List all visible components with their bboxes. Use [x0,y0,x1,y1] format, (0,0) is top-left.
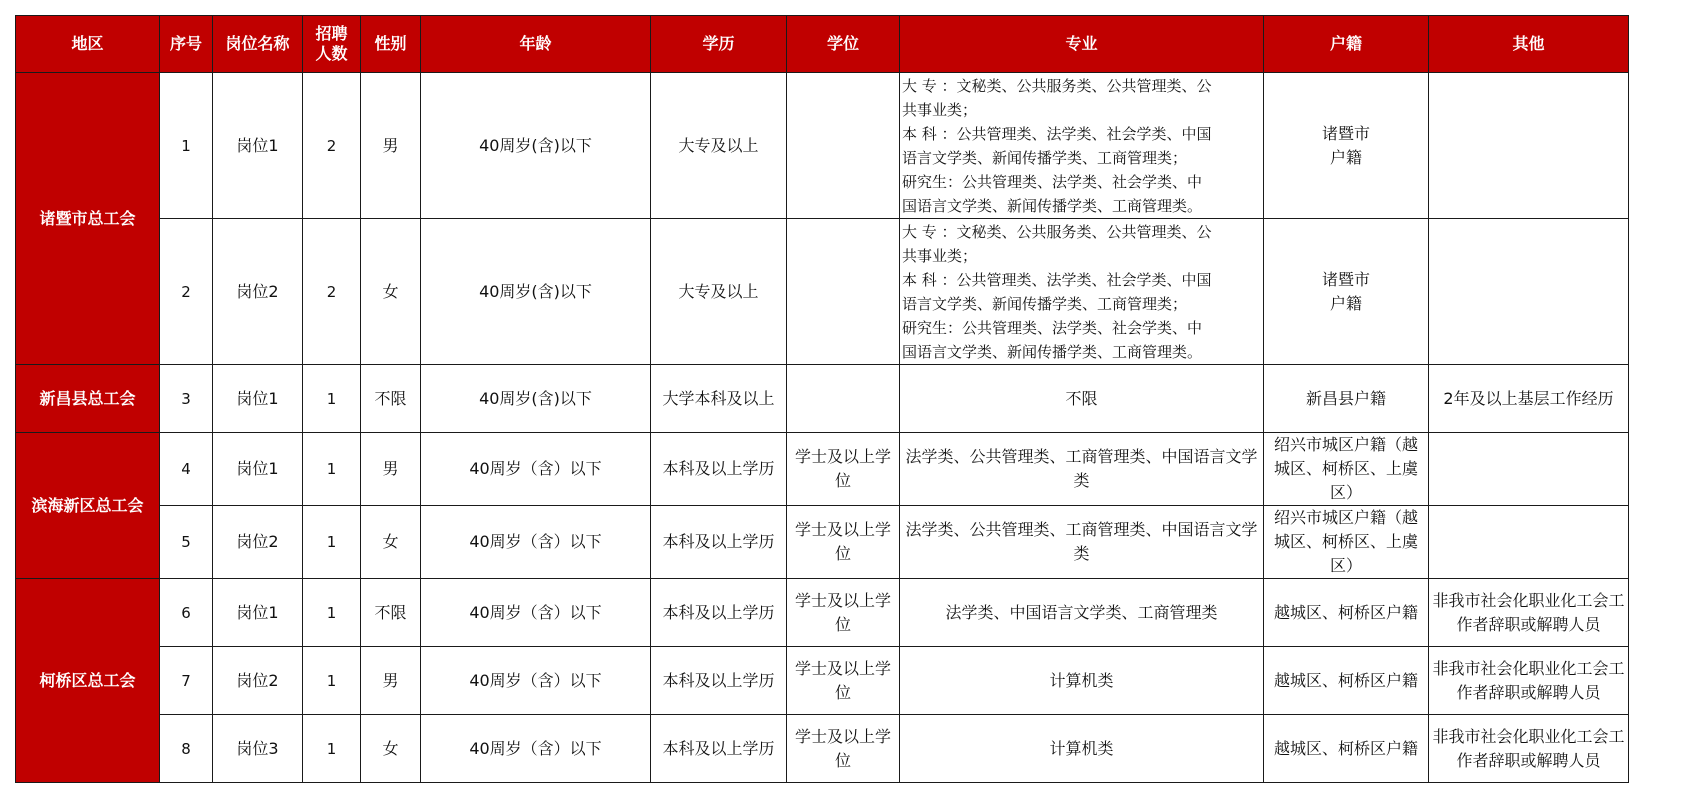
header-count-label: 招聘人数 [315,24,348,63]
cell-post: 岗位1 [213,365,303,433]
cell-edu: 大专及以上 [651,73,787,219]
major-line: 共事业类； [902,246,978,265]
cell-no: 5 [160,506,213,579]
cell-degree [787,365,900,433]
cell-post: 岗位2 [213,647,303,715]
major-line: 大 专 ：文秘类、公共服务类、公共管理类、公 [902,222,1212,241]
header-post: 岗位名称 [213,16,303,73]
major-line: 语言文学类、新闻传播学类、工商管理类； [902,148,1188,167]
cell-hukou: 新昌县户籍 [1264,365,1429,433]
header-edu: 学历 [651,16,787,73]
header-major: 专业 [900,16,1264,73]
region-cell-xinchang: 新昌县总工会 [16,365,160,433]
cell-age: 40周岁（含）以下 [421,433,651,506]
cell-post: 岗位2 [213,506,303,579]
cell-other [1429,433,1629,506]
cell-other [1429,73,1629,219]
header-row [16,16,1629,73]
cell-gender: 不限 [361,579,421,647]
recruitment-table [15,15,1629,783]
cell-edu: 本科及以上学历 [651,715,787,783]
region-cell-zhuji: 诸暨市总工会 [16,73,160,365]
header-degree: 学位 [787,16,900,73]
cell-no: 3 [160,365,213,433]
major-line: 本 科 ：公共管理类、法学类、社会学类、中国 [902,124,1212,143]
header-hukou: 户籍 [1264,16,1429,73]
cell-gender: 女 [361,715,421,783]
cell-gender: 男 [361,73,421,219]
table-row [16,647,1629,715]
header-region: 地区 [16,16,160,73]
cell-count: 1 [303,365,361,433]
header-count [303,16,361,73]
cell-major: 计算机类 [900,715,1264,783]
cell-edu: 大学本科及以上 [651,365,787,433]
header-other: 其他 [1429,16,1629,73]
cell-major: 计算机类 [900,647,1264,715]
cell-major: 法学类、公共管理类、工商管理类、中国语言文学类 [900,506,1264,579]
cell-post: 岗位1 [213,579,303,647]
cell-age: 40周岁（含）以下 [421,579,651,647]
cell-hukou-text: 诸暨市户籍 [1321,269,1370,313]
cell-major: 法学类、中国语言文学类、工商管理类 [900,579,1264,647]
cell-major [900,73,1264,219]
cell-major: 法学类、公共管理类、工商管理类、中国语言文学类 [900,433,1264,506]
cell-degree: 学士及以上学位 [787,433,900,506]
cell-edu: 本科及以上学历 [651,647,787,715]
cell-hukou [1264,219,1429,365]
cell-gender: 男 [361,433,421,506]
cell-age: 40周岁（含）以下 [421,506,651,579]
cell-edu: 本科及以上学历 [651,433,787,506]
table-row [16,433,1629,506]
cell-degree: 学士及以上学位 [787,506,900,579]
cell-age: 40周岁（含）以下 [421,715,651,783]
cell-hukou: 绍兴市城区户籍（越城区、柯桥区、上虞区） [1264,433,1429,506]
cell-post: 岗位1 [213,433,303,506]
cell-other [1429,506,1629,579]
cell-age: 40周岁（含）以下 [421,647,651,715]
cell-age: 40周岁(含)以下 [421,365,651,433]
major-line: 大 专 ：文秘类、公共服务类、公共管理类、公 [902,76,1212,95]
cell-degree: 学士及以上学位 [787,647,900,715]
region-cell-keqiao: 柯桥区总工会 [16,579,160,783]
cell-count: 1 [303,715,361,783]
table-row [16,365,1629,433]
cell-no: 2 [160,219,213,365]
cell-hukou [1264,73,1429,219]
major-line: 研究生：公共管理类、法学类、社会学类、中 [902,172,1203,191]
cell-no: 4 [160,433,213,506]
cell-no: 7 [160,647,213,715]
major-line: 共事业类； [902,100,978,119]
cell-major: 不限 [900,365,1264,433]
table-row [16,506,1629,579]
major-line: 研究生：公共管理类、法学类、社会学类、中 [902,318,1203,337]
cell-degree [787,73,900,219]
cell-count: 2 [303,73,361,219]
cell-edu: 大专及以上 [651,219,787,365]
major-line: 本 科 ：公共管理类、法学类、社会学类、中国 [902,270,1212,289]
table-row [16,715,1629,783]
table-row [16,219,1629,365]
cell-edu: 本科及以上学历 [651,579,787,647]
major-line: 语言文学类、新闻传播学类、工商管理类； [902,294,1188,313]
cell-count: 2 [303,219,361,365]
cell-degree: 学士及以上学位 [787,579,900,647]
cell-age: 40周岁(含)以下 [421,73,651,219]
cell-no: 8 [160,715,213,783]
cell-post: 岗位2 [213,219,303,365]
cell-degree: 学士及以上学位 [787,715,900,783]
cell-count: 1 [303,506,361,579]
cell-other: 非我市社会化职业化工会工作者辞职或解聘人员 [1429,647,1629,715]
cell-gender: 不限 [361,365,421,433]
cell-no: 1 [160,73,213,219]
cell-hukou-text: 诸暨市户籍 [1321,123,1370,167]
table-row [16,73,1629,219]
cell-hukou: 绍兴市城区户籍（越城区、柯桥区、上虞区） [1264,506,1429,579]
cell-hukou: 越城区、柯桥区户籍 [1264,647,1429,715]
cell-degree [787,219,900,365]
cell-gender: 女 [361,506,421,579]
cell-gender: 女 [361,219,421,365]
cell-count: 1 [303,647,361,715]
header-age: 年龄 [421,16,651,73]
cell-edu: 本科及以上学历 [651,506,787,579]
cell-post: 岗位1 [213,73,303,219]
cell-count: 1 [303,579,361,647]
cell-count: 1 [303,433,361,506]
cell-major [900,219,1264,365]
cell-post: 岗位3 [213,715,303,783]
cell-other [1429,219,1629,365]
cell-hukou: 越城区、柯桥区户籍 [1264,715,1429,783]
cell-other: 非我市社会化职业化工会工作者辞职或解聘人员 [1429,579,1629,647]
cell-gender: 男 [361,647,421,715]
cell-other: 2年及以上基层工作经历 [1429,365,1629,433]
major-line: 国语言文学类、新闻传播学类、工商管理类。 [902,342,1203,361]
table-row [16,579,1629,647]
major-line: 国语言文学类、新闻传播学类、工商管理类。 [902,196,1203,215]
header-gender: 性别 [361,16,421,73]
cell-other: 非我市社会化职业化工会工作者辞职或解聘人员 [1429,715,1629,783]
cell-hukou: 越城区、柯桥区户籍 [1264,579,1429,647]
cell-no: 6 [160,579,213,647]
header-no: 序号 [160,16,213,73]
region-cell-binhai: 滨海新区总工会 [16,433,160,579]
cell-age: 40周岁(含)以下 [421,219,651,365]
